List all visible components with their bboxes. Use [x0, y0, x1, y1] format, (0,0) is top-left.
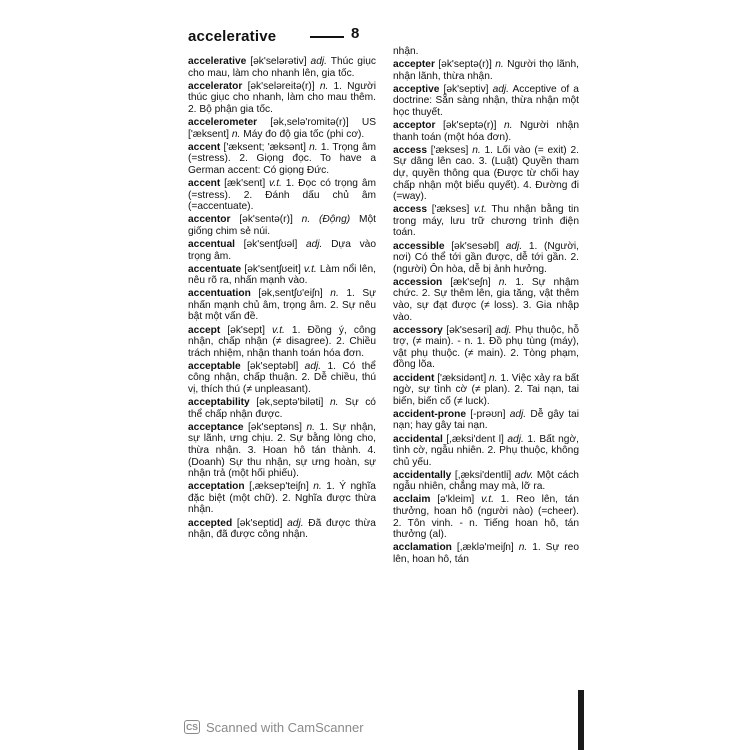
entry-pronunciation: [ək'selərətiv] [250, 56, 307, 67]
entry-definition: Phụ thuộc, hỗ trợ, (≠ main). - n. 1. Đồ phụ tùng (máy), vật phụ thuộc. (≠ main). 2. Tòng phạm, đồng lõa. [393, 324, 579, 371]
entry-headword: accessory [393, 324, 443, 336]
entry-part-of-speech: v.t. [481, 494, 494, 506]
entry-definition: 1. Người thúc giục cho nhanh, làm cho mau thêm. 2. Bộ phận gia tốc. [188, 80, 376, 115]
dictionary-entry [393, 434, 579, 469]
header-dash [310, 36, 344, 38]
entry-pronunciation: ['ækses] [431, 204, 470, 216]
entry-headword: acceptability [188, 397, 250, 409]
entry-headword: accent [188, 177, 221, 189]
entry-definition: Acceptive of a doctrine: Sẵn sàng nhận, thừa nhận một học thuyết. [393, 83, 579, 118]
entry-headword: accidental [393, 433, 443, 445]
page-header [188, 22, 388, 50]
entry-part-of-speech: v.t. [269, 177, 282, 189]
entry-definition: 1. Sự nhận, sự lãnh, ưng chịu. 2. Sự bằng lòng cho, thừa nhận. 3. Hoan hô tán thành. 4. (Doanh) Sự thu nhận, sự ưng hoàn, sự nhận trả (một hối phiếu). [188, 421, 376, 480]
entry-headword: accentuation [188, 288, 251, 300]
dictionary-entry [393, 145, 579, 203]
dictionary-entry [188, 117, 376, 140]
header-headword: accelerative [188, 28, 277, 45]
entry-part-of-speech: adj. [304, 360, 322, 372]
entry-pronunciation: [ək'sesəbl] [451, 240, 500, 252]
entry-pronunciation: [ək'septəbl] [247, 360, 299, 372]
scanner-watermark [184, 716, 364, 738]
page-number: 8 [351, 25, 360, 42]
dictionary-entry [393, 470, 579, 493]
entry-pronunciation: [,æksep'teiʃn] [249, 481, 309, 493]
entry-definition: Máy đo độ gia tốc (phi cơ). [243, 128, 365, 140]
entry-pronunciation: [,æklə'meiʃn] [456, 542, 514, 554]
dictionary-entry [393, 409, 579, 432]
dictionary-entry [188, 481, 376, 516]
dictionary-entry [188, 178, 376, 213]
entry-part-of-speech: n. [306, 421, 315, 433]
entry-headword: accept [188, 324, 221, 336]
entry-pronunciation: [æk'sent] [224, 177, 266, 189]
dictionary-entry [188, 361, 376, 396]
dictionary-entry [393, 494, 579, 540]
entry-headword: accessible [393, 240, 445, 252]
entry-pronunciation: [ək'sesəri] [446, 324, 492, 336]
entry-headword: acceptor [393, 120, 436, 132]
entry-pronunciation: [ək'septə(r)] [438, 59, 492, 71]
entry-definition: 1. Sự reo lên, hoan hô, tán [393, 542, 579, 565]
entry-part-of-speech: n. [319, 80, 329, 92]
entry-part-of-speech: n. (Động) [301, 214, 351, 226]
entry-headword: accidentally [393, 469, 452, 481]
dictionary-entry [393, 120, 579, 143]
entry-part-of-speech: n. [504, 120, 513, 132]
entry-headword: accession [393, 276, 443, 288]
dictionary-entry [393, 241, 579, 276]
entry-part-of-speech: v.t. [474, 204, 487, 216]
dictionary-entry [393, 84, 579, 119]
entry-headword: accepter [393, 59, 435, 71]
dictionary-entry [393, 46, 579, 58]
entry-definition: 1. Sự nhấn mạnh chủ âm, trọng âm. 2. Sự nêu bật một vấn đề. [188, 288, 376, 323]
entry-part-of-speech: n. [309, 141, 318, 153]
entry-definition: 1. Sự nhậm chức. 2. Sự thêm lên, gia tăng, vật thêm vào, sự đạt được (≠ loss). 3. Gia nhập vào. [393, 276, 579, 323]
entry-definition: 1. Ý nghĩa đặc biệt (một chữ). 2. Nghĩa được thừa nhận. [188, 481, 376, 516]
entry-pronunciation: [ək,septə'biləti] [256, 397, 324, 409]
entry-definition: 1. Reo lên, tán thưởng, hoan hô (người nào) (=cheer). 2. Tôn vinh. - n. Tiếng hoan hô, tán thưởng (al). [393, 494, 579, 541]
entry-pronunciation: [,æksi'dentli] [454, 469, 512, 481]
entry-definition: 1. Lối vào (= exit) 2. Sự dâng lên cao. 3. (Luật) Quyền tham dự, quyền thông qua (Được từ chối hay chấp nhận một biểu quyết). 4. Đường đi (=way). [393, 144, 579, 203]
dictionary-entry [393, 373, 579, 408]
dictionary-entry [188, 214, 376, 237]
entry-definition: nhận. [393, 46, 419, 57]
dictionary-entry [393, 59, 579, 82]
entry-part-of-speech: adj. [495, 324, 512, 336]
entry-definition: 1. Có thể công nhận, chấp thuận. 2. Dễ chiều, thú vị, thích thú (≠ unpleasant). [188, 360, 376, 396]
entry-definition: 1. Đồng ý, công nhận, chấp nhận (≠ disagree). 2. Chiều trách nhiệm, nhận thanh toán hóa đơn. [188, 324, 376, 359]
page-gutter-shadow [578, 690, 584, 750]
entry-part-of-speech: n. [498, 276, 508, 288]
entry-headword: acclamation [393, 542, 452, 554]
entry-pronunciation: [æk'seʃn] [450, 276, 491, 288]
entry-part-of-speech: n. [330, 288, 339, 300]
entry-part-of-speech: n. [472, 144, 481, 156]
entry-part-of-speech: adj. [310, 56, 327, 67]
entry-part-of-speech: v.t. [272, 324, 285, 336]
entry-headword: accelerative [188, 56, 247, 67]
entry-pronunciation: ['æksidənt] [437, 372, 487, 384]
entry-part-of-speech: n. [313, 481, 322, 493]
entry-headword: accentual [188, 238, 235, 250]
dictionary-entry [188, 81, 376, 116]
dictionary-entry [393, 325, 579, 371]
entry-definition: 1. Việc xảy ra bất ngờ, sự tình cờ (≠ plan). 2. Tai nạn, tai biến, biến cố (≠ luck). [393, 372, 579, 407]
entry-definition: Thúc giục cho mau, làm cho nhanh lên, gia tốc. [188, 56, 376, 79]
entry-pronunciation: [ə'kleim] [437, 494, 475, 506]
dictionary-entry [393, 542, 579, 565]
dictionary-entry [393, 204, 579, 239]
right-column [393, 46, 579, 567]
entry-headword: accident [393, 372, 435, 384]
entry-headword: acceptable [188, 360, 241, 372]
camscanner-logo-icon: CS [184, 720, 200, 734]
dictionary-entry [188, 325, 376, 360]
entry-pronunciation: ['æksent; 'æksənt] [223, 141, 306, 153]
entry-part-of-speech: v.t. [303, 263, 317, 275]
entry-headword: acclaim [393, 494, 431, 506]
entry-definition: 1. (Người, nơi) Có thể tới gần được, dễ tới gần. 2. (người) Ôn hòa, dễ bị ảnh hưởng. [393, 240, 579, 275]
entry-pronunciation: [ək'sentʃʊeit] [244, 263, 301, 275]
dictionary-entry [188, 422, 376, 480]
entry-part-of-speech: adj. [507, 433, 524, 445]
dictionary-entry [188, 239, 376, 262]
entry-headword: acceptance [188, 421, 244, 433]
entry-part-of-speech: adj. [287, 517, 304, 529]
entry-pronunciation: [ək'septiv] [443, 83, 489, 95]
entry-pronunciation: [ək'sentʃʊəl] [243, 238, 298, 250]
entry-definition: Sự có thể chấp nhận được. [188, 397, 376, 420]
dictionary-entry [393, 277, 579, 323]
entry-part-of-speech: adj. [505, 240, 523, 252]
entry-definition: Dễ gây tai nạn; hay gây tai nạn. [393, 408, 579, 432]
entry-definition: Người thọ lãnh, nhận lãnh, thừa nhận. [393, 59, 579, 82]
entry-headword: accentuate [188, 263, 242, 275]
entry-headword: acceptation [188, 481, 245, 493]
entry-pronunciation: [ək'septə(r)] [443, 120, 497, 132]
entry-headword: access [393, 144, 427, 156]
entry-part-of-speech: n. [518, 542, 528, 554]
entry-definition: Làm nổi lên, nêu rõ ra, nhấn mạnh vào. [188, 263, 376, 287]
entry-pronunciation: [ək'seləreitə(r)] [247, 80, 315, 92]
entry-pronunciation: [ək'sept] [227, 324, 265, 336]
entry-definition: 1. Bất ngờ, tình cờ, ngẫu nhiên. 2. Phụ thuộc, không chủ yếu. [393, 433, 579, 468]
entry-definition: Người nhận thanh toán (một hóa đơn). [393, 120, 579, 143]
entry-definition: Một cách ngẫu nhiên, chẳng may mà, lỡ ra. [393, 469, 579, 493]
entry-part-of-speech: n. [329, 397, 339, 409]
entry-headword: acceptive [393, 83, 440, 95]
entry-part-of-speech: adj. [509, 408, 527, 420]
entry-definition: 1. Đọc có trọng âm (=stress). 2. Đánh dấu chủ âm (=accentuate). [188, 177, 376, 213]
entry-headword: accentor [188, 214, 231, 226]
entry-headword: accepted [188, 517, 233, 529]
entry-part-of-speech: n. [231, 128, 241, 140]
dictionary-entry [188, 56, 376, 79]
entry-headword: accident-prone [393, 408, 467, 420]
entry-pronunciation: [ək,sentʃʊ'eiʃn] [258, 288, 323, 300]
entry-part-of-speech: adj. [492, 83, 509, 95]
entry-definition: 1. Trọng âm (=stress). 2. Giọng đọc. To have a German accent: Có giọng Đức. [188, 141, 376, 176]
entry-pronunciation: ['ækses] [430, 144, 469, 156]
dictionary-entry [188, 397, 376, 420]
entry-pronunciation: [ək,selə'romitə(r)] US ['æksent] [188, 116, 376, 140]
entry-part-of-speech: adv. [514, 469, 534, 481]
entry-headword: accelerator [188, 80, 243, 92]
left-column [188, 56, 376, 542]
entry-pronunciation: [,æksi'dent l] [446, 433, 504, 445]
entry-pronunciation: [ək'sentə(r)] [239, 214, 293, 226]
entry-pronunciation: [ək'septəns] [247, 421, 303, 433]
dictionary-entry [188, 518, 376, 541]
entry-part-of-speech: adj. [305, 238, 323, 250]
entry-headword: accelerometer [188, 116, 258, 128]
dictionary-entry [188, 142, 376, 177]
entry-headword: access [393, 204, 427, 216]
dictionary-entry [188, 288, 376, 323]
entry-definition: Dựa vào trọng âm. [188, 238, 376, 262]
entry-part-of-speech: n. [495, 59, 504, 71]
scanner-text: Scanned with CamScanner [206, 719, 364, 735]
entry-part-of-speech: n. [489, 372, 498, 384]
entry-definition: Một giống chim sẻ núi. [188, 214, 376, 237]
entry-headword: accent [188, 141, 221, 153]
entry-definition: Thu nhận bằng tin trong máy, lưu trữ chương trình điện toán. [393, 204, 579, 239]
dictionary-entry [188, 264, 376, 287]
entry-pronunciation: [ək'septid] [236, 517, 283, 529]
entry-definition: Đã được thừa nhận, đã được công nhận. [188, 517, 376, 541]
entry-pronunciation: [-prəʊn] [470, 408, 506, 420]
